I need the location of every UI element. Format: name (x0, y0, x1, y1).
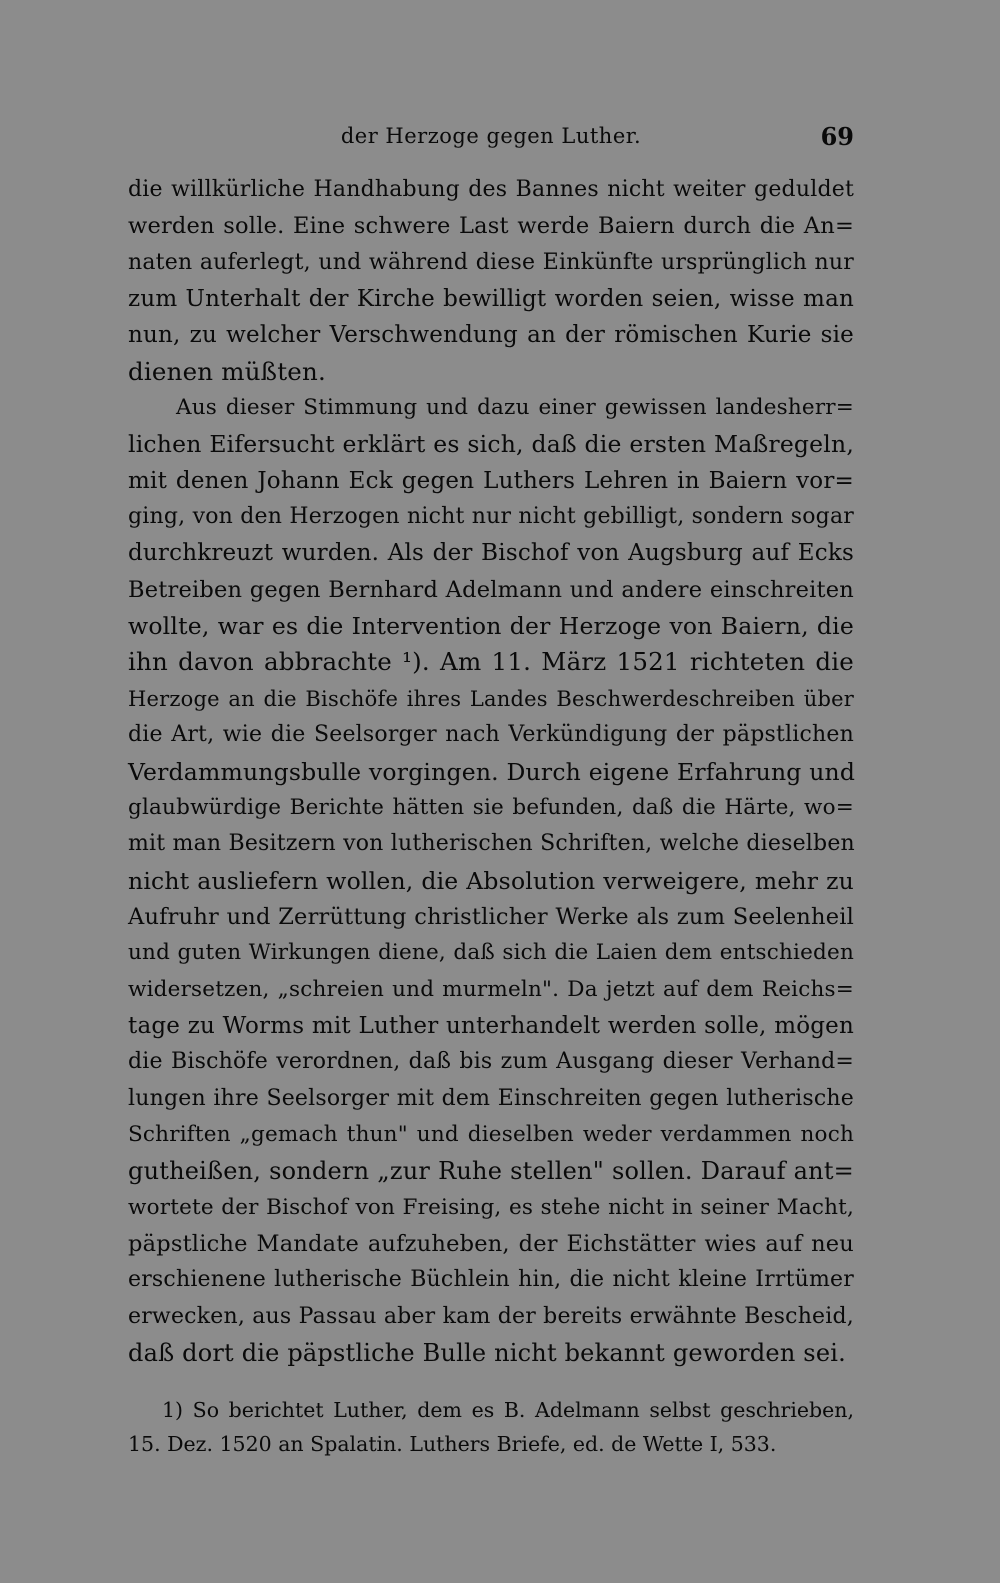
text-line: ihn davon abbrachte ¹). Am 11. März 1521 richteten die (128, 647, 854, 677)
body-text (128, 172, 854, 1371)
text-line: gutheißen, sondern „zur Ruhe stellen" sollen. Darauf ant= (128, 1157, 854, 1186)
text-line: nicht ausliefern wollen, die Absolution verweigere, mehr zu (128, 866, 854, 895)
text-line: glaubwürdige Berichte hätten sie befunden, daß die Härte, wo= (128, 794, 854, 820)
text-line: und guten Wirkungen diene, daß sich die Laien dem entschieden (128, 940, 854, 966)
footnote-line: 15. Dez. 1520 an Spalatin. Luthers Briefe, ed. de Wette I, 533. (128, 1432, 777, 1456)
footnote-line: 1) So berichtet Luther, dem es B. Adelmann selbst geschrieben, (162, 1398, 854, 1422)
page-number: 69 (820, 122, 854, 151)
text-line: widersetzen, „schreien und murmeln". Da jetzt auf dem Reichs= (128, 976, 854, 1002)
footnotes (128, 1393, 854, 1461)
text-line: Verdammungsbulle vorgingen. Durch eigene Erfahrung und (128, 757, 856, 786)
text-line: lichen Eifersucht erklärt es sich, daß die ersten Maßregeln, (128, 430, 854, 459)
text-line: Herzoge an die Bischöfe ihres Landes Beschwerdeschreiben über (128, 686, 854, 711)
text-line: mit denen Johann Eck gegen Luthers Lehren in Baiern vor= (128, 467, 854, 494)
running-head (128, 124, 854, 154)
text-line: mit man Besitzern von lutherischen Schriften, welche dieselben (128, 831, 855, 857)
text-line: Betreiben gegen Bernhard Adelmann und andere einschreiten (128, 576, 854, 603)
text-line: daß dort die päpstliche Bulle nicht bekannt geworden sei. (128, 1339, 846, 1367)
paragraph-first-line: Aus dieser Stimmung und dazu einer gewissen landesherr= (176, 395, 854, 421)
text-line: erschienene lutherische Büchlein hin, die nicht kleine Irrtümer (128, 1267, 854, 1293)
text-line: durchkreuzt wurden. Als der Bischof von Augsburg auf Ecks (128, 540, 854, 567)
text-line: naten auferlegt, und während diese Einkünfte ursprünglich nur (128, 249, 854, 275)
text-line: Schriften „gemach thun" und dieselben weder verdammen noch (128, 1121, 854, 1147)
text-line: die Art, wie die Seelsorger nach Verkündigung der päpstlichen (128, 722, 854, 748)
text-line: tage zu Worms mit Luther unterhandelt werden solle, mögen (128, 1012, 854, 1039)
text-line: dienen müßten. (128, 356, 326, 386)
text-line: ging, von den Herzogen nicht nur nicht gebilligt, sondern sogar (128, 504, 854, 530)
running-title: der Herzoge gegen Luther. (340, 124, 642, 148)
text-line: lungen ihre Seelsorger mit dem Einschreiten gegen lutherische (128, 1085, 854, 1111)
text-line: Aufruhr und Zerrüttung christlicher Werke als zum Seelenheil (128, 903, 854, 930)
text-line: zum Unterhalt der Kirche bewilligt worden seien, wisse man (128, 286, 854, 313)
text-line: erwecken, aus Passau aber kam der bereits erwähnte Bescheid, (128, 1303, 854, 1329)
text-line: die willkürliche Handhabung des Bannes nicht weiter geduldet (128, 177, 854, 202)
text-line: die Bischöfe verordnen, daß bis zum Ausgang dieser Verhand= (128, 1049, 854, 1075)
text-line: wollte, war es die Intervention der Herzoge von Baiern, die (128, 612, 854, 641)
text-line: wortete der Bischof von Freising, es stehe nicht in seiner Macht, (128, 1194, 854, 1220)
text-line: werden solle. Eine schwere Last werde Baiern durch die An= (128, 213, 854, 240)
text-line: nun, zu welcher Verschwendung an der römischen Kurie sie (128, 322, 854, 349)
text-line: päpstliche Mandate aufzuheben, der Eichstätter wies auf neu (128, 1230, 854, 1257)
